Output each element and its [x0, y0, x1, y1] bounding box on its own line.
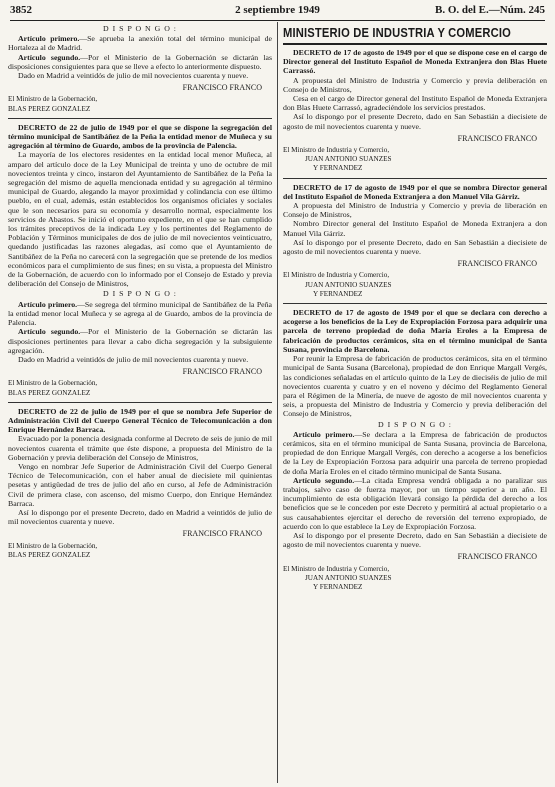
signature: FRANCISCO FRANCO	[182, 529, 262, 539]
article-text: —Se declara a la Empresa de fabricación de productos cerámicos, sita en el término municipal de Santa Susana, provincia de Barcelona, propiedad de don Enrique Margall Vergés, con derecho a acogerse a los beneficios de la Ley de Expropiación Forzosa para adquirir una parcela de terreno propiedad de doña María Eroles en el citado término municipal de Santa Susana.	[283, 429, 547, 476]
decree-heading: DECRETO de 22 de julio de 1949 por el que se nombra Jefe Superior de Administración Civil del Cuerpo General Técnico de Telecomunicación a don Enrique Hernández Barraca.	[8, 406, 272, 435]
minister-name: BLAS PEREZ GONZALEZ	[8, 104, 91, 113]
body-paragraph: A propuesta del Ministro de Industria y Comercio y previa deliberación en Consejo de Ministros,	[283, 75, 547, 94]
decree-heading: DECRETO de 17 de agosto de 1949 por el que se nombra Director general del Instituto Español de Moneda Extranjera a don Manuel Vila Gárriz.	[283, 182, 547, 201]
decree-heading: DECRETO de 17 de agosto de 1949 por el que se declara con derecho a acogerse a los beneficios de la Ley de Expropiación Forzosa para adquirir una parcela de terreno propiedad de doña María Eroles a la Empresa de fabricación de productos cerámicos, sita en el término municipal de Santa Susana, provincia de Barcelona.	[283, 308, 547, 354]
article-text: —Por el Ministerio de la Gobernación se dictarán las disposiciones consiguientes para que se lleve a efecto lo anteriormente dispuesto.	[8, 52, 272, 71]
section-title-rule	[283, 43, 547, 45]
right-column	[283, 23, 547, 783]
ministry-section-title: MINISTERIO DE INDUSTRIA Y COMERCIO	[283, 25, 512, 40]
section-divider	[8, 402, 272, 403]
body-paragraph: A propuesta del Ministro de Industria y Comercio y previa de liberación en Consejo de Ministros,	[283, 201, 547, 220]
body-paragraph: Cesa en el cargo de Director general del Instituto Español de Moneda Extranjera don Blas Huete Carrassó, agradeciéndole los servicios prestados.	[283, 94, 547, 113]
minister-title: El Ministro de la Gobernación,	[8, 379, 98, 388]
page-header	[10, 4, 545, 20]
minister-title: El Ministro de la Gobernación,	[8, 95, 98, 104]
signature: FRANCISCO FRANCO	[182, 83, 262, 93]
body-paragraph: Así lo dispongo por el presente Decreto, dado en San Sebastián a diecisiete de agosto de mil novecientos cuarenta y nueve.	[283, 112, 547, 131]
left-column	[8, 23, 272, 783]
article-text: —La citada Empresa vendrá obligada a no paralizar sus trabajos, salvo caso de fuerza mayor, por un tiempo superior a un año. El incumplimiento de esta obligación llevará consigo la pérdida del derecho a los beneficios que se le conceden por este Decreto y permitirá al actual propietario o a sus causahabientes ejercitar el derecho de reversión del terreno expropiado, de acuerdo con lo que establece la Ley de Expropiación Forzosa.	[283, 475, 547, 531]
article-text: —Se aprueba la anexión total del término municipal de Hortaleza al de Madrid.	[8, 34, 272, 53]
body-paragraph: Vengo en nombrar Jefe Superior de Administración Civil del Cuerpo General Técnico de Telecomunicación, con el haber anual de diecisiete mil quinientas pesetas y antigüedad de tres de julio del año en curso, al Jefe de Administración Civil de primera clase, con ascenso, del mismo Cuerpo, don Enrique Hernández Barraca.	[8, 461, 272, 508]
dispongo-heading: D I S P O N G O :	[378, 419, 452, 429]
article-paragraph	[8, 34, 272, 52]
column-divider	[277, 22, 278, 783]
article-lead: Artículo segundo.	[293, 475, 355, 485]
page-number: 3852	[10, 4, 32, 16]
minister-name: BLAS PEREZ GONZALEZ	[8, 388, 91, 397]
body-paragraph: La mayoría de los electores residentes en la entidad local menor Muñeca, al amparo del artículo doce de la Ley Municipal de treinta y uno de octubre de mil novecientos treinta y cinco, instaron del Ayuntamiento de Santibáñez de la Peña la segregación del mismo de aquella mencionada entidad y su agregación al término municipal de Guardo, alegando la mayor proximidad y colindancia con ese último pueblo, en el cual, además, están establecidos los organismos oficiales y sociales que le son necesarios para su economía y desarrollo normal, especialmente los servicios de Abastos. Se inició el oportuno expediente, en el que se han cumplido los trámites preceptivos de la indicada Ley y los pertinentes del Reglamento de Población y Términos municipales de dos de julio de mil novecientos veinticuatro, quedando justificadas las razones alegadas, así como que el Ayuntamiento de Santibáñez de la Peña no carecerá con la segregación que se pretende de los medios económicos para el cumplimiento de sus fines; en su vista, a propuesta del Ministro de la Gobernación, de acuerdo con lo informado por el Consejo de Estado y previa deliberación del Consejo de Ministros,	[8, 150, 272, 289]
body-paragraph: Por reunir la Empresa de fabricación de productos cerámicos, sita en el término municipal de Santa Susana (Barcelona), propiedad de don Enrique Margall Vergés, las condiciones señaladas en el artículo quinto de la Ley de dieciséis de julio de mil novecientos cuarenta y cuatro y en el noveno y décimo del Reglamento General para el Régimen de la Minería, de nueve de agosto de mil novecientos cuarenta y seis, a propuesta del Ministro de Industria y Comercio y previa deliberación del Consejo de Ministros,	[283, 354, 547, 419]
body-paragraph: Así lo dispongo por el presente Decreto, dado en San Sebastián a diecisiete de agosto de mil novecientos cuarenta y nueve.	[283, 237, 547, 257]
signature: FRANCISCO FRANCO	[182, 367, 262, 377]
article-paragraph	[8, 327, 272, 355]
minister-name: BLAS PEREZ GONZALEZ	[8, 550, 91, 559]
article-paragraph	[283, 430, 547, 476]
decree-heading: DECRETO de 22 de julio de 1949 por el que se dispone la segregación del término municipal de Santibáñez de la Peña la entidad menor de Muñeca y su agregación al término de Guardo, ambos de la provincia de Palencia.	[8, 122, 272, 151]
publication-name: B. O. del E.—Núm. 245	[434, 4, 545, 16]
minister-title: El Ministro de la Gobernación,	[8, 541, 98, 550]
article-text: —Se segrega del término municipal de Santibáñez de la Peña la entidad menor local Muñeca y se agrega al de Guardo, ambos de la provincia de Palencia.	[8, 299, 272, 328]
minister-name-cont: Y FERNANDEZ	[313, 289, 363, 298]
article-lead: Artículo segundo.	[18, 52, 81, 62]
signature: FRANCISCO FRANCO	[457, 133, 537, 143]
minister-name-cont: Y FERNANDEZ	[313, 582, 363, 591]
date-paragraph: Dado en Madrid a veintidós de julio de mil novecientos cuarenta y nueve.	[18, 71, 249, 81]
article-lead: Artículo primero.	[293, 429, 355, 439]
date-paragraph: Así lo dispongo por el presente Decreto, dado en San Sebastián a diecisiete de agosto de mil novecientos cuarenta y nueve.	[283, 530, 547, 550]
section-divider	[8, 118, 272, 119]
minister-title: El Ministro de Industria y Comercio,	[283, 271, 390, 280]
body-paragraph: Nombro Director general del Instituto Español de Moneda Extranjera a don Manuel Vila Gárriz.	[283, 219, 547, 238]
minister-title: El Ministro de Industria y Comercio,	[283, 564, 390, 573]
article-text: —Por el Ministerio de la Gobernación se dictarán las disposiciones pertinentes para llevar a cabo dicha segregación y la subsiguiente agregación.	[8, 327, 272, 355]
date-paragraph: Dado en Madrid a veintidós de julio de mil novecientos cuarenta y nueve.	[18, 354, 249, 364]
decree-heading: DECRETO de 17 de agosto de 1949 por el que se dispone cese en el cargo de Director general del Instituto Español de Moneda Extranjera don Blas Huete Carrassó.	[283, 48, 547, 76]
section-divider	[283, 178, 547, 179]
article-paragraph	[283, 476, 547, 531]
article-lead: Artículo primero.	[18, 34, 80, 44]
section-divider	[283, 303, 547, 304]
header-rule	[10, 20, 545, 21]
article-paragraph	[8, 300, 272, 328]
signature: FRANCISCO FRANCO	[457, 552, 537, 562]
minister-title: El Ministro de Industria y Comercio,	[283, 146, 390, 155]
dispongo-heading: D I S P O N G O :	[103, 289, 177, 299]
body-paragraph: Así lo dispongo por el presente Decreto, dado en Madrid a veintidós de julio de mil novecientos cuarenta y nueve.	[8, 507, 272, 527]
dispongo-heading: D I S P O N G O :	[103, 24, 177, 33]
minister-name-cont: Y FERNANDEZ	[313, 164, 363, 173]
signature: FRANCISCO FRANCO	[457, 259, 537, 269]
article-lead: Artículo primero.	[18, 299, 78, 309]
issue-date: 2 septiembre 1949	[235, 4, 320, 16]
article-lead: Artículo segundo.	[18, 327, 81, 337]
body-paragraph: Evacuado por la ponencia designada conforme al Decreto de seis de junio de mil novecientos cuarenta el trámite que éste dispone, a propuesta del Ministro de la Gobernación y previa deliberación del Consejo de Ministros,	[8, 434, 272, 462]
minister-name: JUAN ANTONIO SUANZES	[305, 280, 392, 289]
minister-name: JUAN ANTONIO SUANZES	[305, 573, 392, 582]
minister-name: JUAN ANTONIO SUANZES	[305, 155, 392, 164]
article-paragraph	[8, 53, 272, 71]
